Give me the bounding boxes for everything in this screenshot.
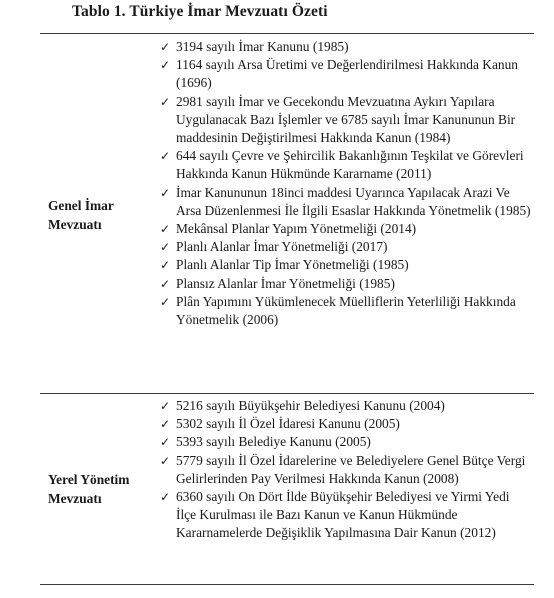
check-mark-icon: ✓ bbox=[160, 240, 171, 255]
list-item bbox=[160, 433, 532, 451]
section-label-general-zoning: Genel İmar Mevzuatı bbox=[48, 198, 114, 232]
list-item-text: 5302 sayılı İl Özel İdaresi Kanunu (2005) bbox=[176, 416, 400, 432]
list-item bbox=[160, 256, 532, 274]
legislation-list-local bbox=[160, 397, 532, 543]
check-mark-icon: ✓ bbox=[160, 40, 171, 54]
list-item-text: 3194 sayılı İmar Kanunu (1985) bbox=[176, 39, 349, 54]
check-mark-icon: ✓ bbox=[160, 490, 171, 505]
check-mark-icon: ✓ bbox=[160, 435, 171, 450]
list-item bbox=[160, 452, 532, 488]
check-mark-icon: ✓ bbox=[160, 294, 171, 309]
list-item-text: 6360 sayılı On Dört İlde Büyükşehir Belediyesi ve Yirmi Yedi İlçe Kurulması ile Bazı Kanun ve Kanun Hükmünde Kararnamelerde Değişiklik Yapılmasına Dair Kanun (2012) bbox=[176, 489, 510, 541]
list-item bbox=[160, 56, 532, 92]
list-item-text: İmar Kanununun 18inci maddesi Uyarınca Yapılacak Arazi Ve Arsa Düzenlenmesi İle İlgili Esaslar Hakkında Yönetmelik (1985) bbox=[176, 184, 531, 218]
list-item bbox=[160, 238, 532, 256]
list-item bbox=[160, 415, 532, 433]
list-item-text: 2981 sayılı İmar ve Gecekondu Mevzuatına Aykırı Yapılara Uygulanacak Bazı İşlemler ve 6785 sayılı İmar Kanununun Bir maddesinin Değiştirilmesi Hakkında Kanun (1984) bbox=[176, 93, 516, 146]
list-item-text: 644 sayılı Çevre ve Şehircilik Bakanlığının Teşkilat ve Görevleri Hakkında Kanun Hükmünde Kararname (2011) bbox=[176, 148, 524, 182]
table-top-rule bbox=[40, 33, 534, 34]
list-item bbox=[160, 220, 532, 238]
check-mark-icon: ✓ bbox=[160, 149, 171, 164]
check-mark-icon: ✓ bbox=[160, 94, 171, 109]
section-divider bbox=[40, 393, 534, 394]
list-item bbox=[160, 147, 532, 183]
table-bottom-rule bbox=[40, 584, 534, 585]
check-mark-icon: ✓ bbox=[160, 58, 171, 73]
section-local-government bbox=[40, 397, 534, 581]
section-general-zoning bbox=[40, 38, 534, 390]
list-item-text: Planlı Alanlar İmar Yönetmeliği (2017) bbox=[176, 239, 388, 255]
list-item-text: 5393 sayılı Belediye Kanunu (2005) bbox=[176, 434, 371, 450]
list-item-text: 5216 sayılı Büyükşehir Belediyesi Kanunu (2004) bbox=[176, 398, 445, 413]
legislation-list-general bbox=[160, 38, 532, 329]
list-item-text: 1164 sayılı Arsa Üretimi ve Değerlendirilmesi Hakkında Kanun (1696) bbox=[176, 57, 518, 91]
check-mark-icon: ✓ bbox=[160, 222, 171, 237]
check-mark-icon: ✓ bbox=[160, 276, 171, 291]
list-item-text: Planlı Alanlar Tip İmar Yönetmeliği (1985) bbox=[176, 257, 409, 273]
list-item bbox=[160, 397, 532, 415]
check-mark-icon: ✓ bbox=[160, 258, 171, 273]
check-mark-icon: ✓ bbox=[160, 453, 171, 468]
section-label-local-government: Yerel Yönetim Mevzuatı bbox=[48, 472, 130, 506]
check-mark-icon: ✓ bbox=[160, 399, 171, 413]
list-item-text: 5779 sayılı İl Özel İdarelerine ve Belediyelere Genel Bütçe Vergi Gelirlerinden Pay Verilmesi Hakkında Kanun (2008) bbox=[176, 452, 526, 486]
list-item bbox=[160, 184, 532, 220]
check-mark-icon: ✓ bbox=[160, 185, 171, 200]
list-item bbox=[160, 93, 532, 148]
list-item bbox=[160, 293, 532, 329]
list-item bbox=[160, 275, 532, 293]
list-item-text: Mekânsal Planlar Yapım Yönetmeliği (2014) bbox=[176, 221, 417, 237]
table-title: Tablo 1. Türkiye İmar Mevzuatı Özeti bbox=[72, 3, 328, 20]
list-item-text: Plân Yapımını Yükümlenecek Müelliflerin Yeterliliği Hakkında Yönetmelik (2006) bbox=[176, 293, 516, 328]
list-item bbox=[160, 38, 532, 56]
list-item bbox=[160, 488, 532, 543]
list-item-text: Plansız Alanlar İmar Yönetmeliği (1985) bbox=[176, 275, 395, 291]
check-mark-icon: ✓ bbox=[160, 417, 171, 432]
